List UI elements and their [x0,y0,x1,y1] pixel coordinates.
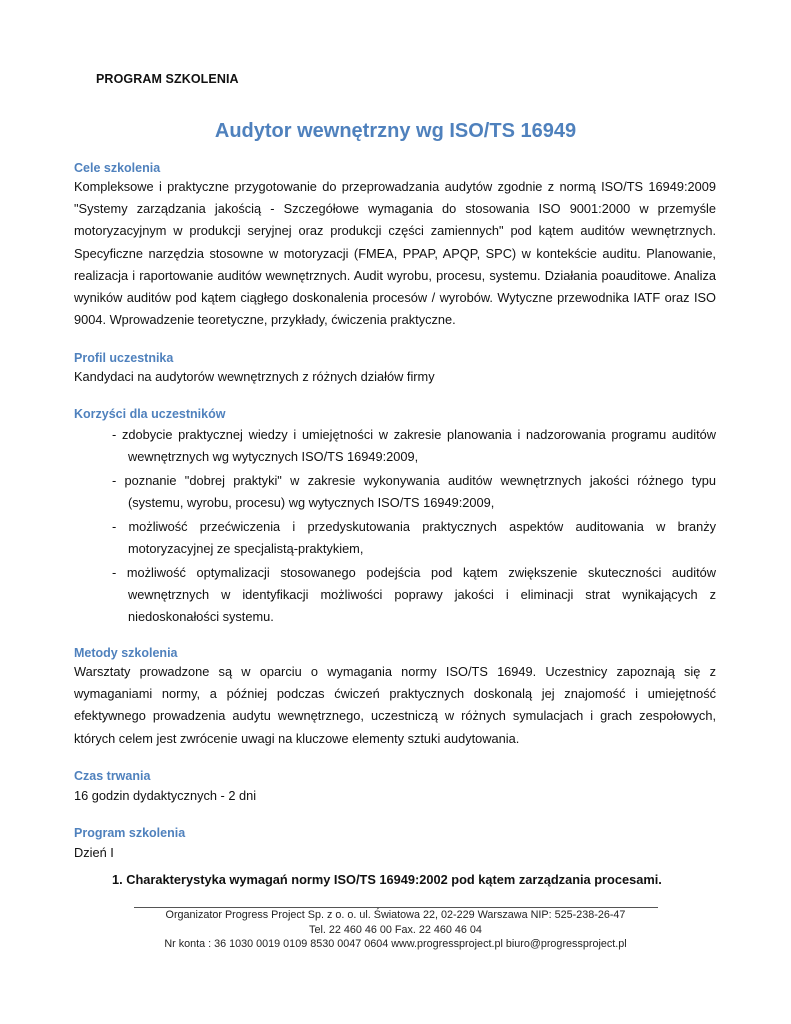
list-item: 1. Charakterystyka wymagań normy ISO/TS 16949:2002 pod kątem zarządzania procesami. [112,872,662,887]
benefits-list [112,424,716,630]
footer [0,908,791,952]
list-item: - poznanie "dobrej praktyki" w zakresie wykonywania auditów wewnętrznych jakości różnego typu (systemu, wyrobu, procesu) wg wytycznych ISO/TS 16949:2009, [112,473,716,510]
section-body-metody: Warsztaty prowadzone są w oparciu o wymagania normy ISO/TS 16949. Uczestnicy zapoznają się z wymaganiami normy, a później podczas ćwiczeń praktycznych doskonalą jej znajomość i umiejętność efektywnego prowadzenia audytu wewnętrznego, uczestniczą w różnych symulacjach i grach zespołowych, których celem jest zwrócenie uwagi na kluczowe elementy sztuki audytowania. [74,664,716,746]
section-body-czas: 16 godzin dydaktycznych - 2 dni [74,788,257,803]
list-item: - zdobycie praktycznej wiedzy i umiejętności w zakresie planowania i nadzorowania programu auditów wewnętrznych wg wytycznych ISO/TS 16949:2009, [112,427,716,464]
section-body-profil: Kandydaci na audytorów wewnętrznych z różnych działów firmy [74,369,435,384]
section-heading-profil: Profil uczestnika [74,351,174,365]
section-body-cele: Kompleksowe i praktyczne przygotowanie do przeprowadzania audytów zgodnie z normą ISO/TS 16949:2009 "Systemy zarządzania jakością - Szczegółowe wymagania do stosowania ISO 9001:2000 w przemyśle motoryzacyjnym w produkcji seryjnej oraz produkcji części zamiennych" pod kątem auditów wewnętrznych. Specyficzne narzędzia stosowne w motoryzacji (FMEA, PPAP, APQP, SPC) w kontekście auditu. Planowanie, realizacja i raportowanie auditów wewnętrznych. Audit wyrobu, procesu, systemu. Działania poauditowe. Analiza wyników auditów pod kątem ciągłego doskonalenia procesów / wyrobów. Wytyczne przewodnika IATF oraz ISO 9004. Wprowadzenie teoretyczne, przykłady, ćwiczenia praktyczne. [74,179,716,328]
section-heading-korzysci: Korzyści dla uczestników [74,407,226,421]
section-heading-czas: Czas trwania [74,769,151,783]
program-header: PROGRAM SZKOLENIA [96,72,239,86]
footer-organizer: Organizator Progress Project Sp. z o. o. ul. Światowa 22, 02-229 Warszawa NIP: 525-238-26-47 [165,909,626,921]
section-heading-cele: Cele szkolenia [74,161,161,175]
page-title: Audytor wewnętrzny wg ISO/TS 16949 [214,120,577,142]
section-heading-metody: Metody szkolenia [74,646,178,660]
section-heading-program: Program szkolenia [74,826,186,840]
program-day-label: Dzień I [74,845,114,860]
list-item: - możliwość przećwiczenia i przedyskutowania praktycznych aspektów auditowania w branży motoryzacyjnej ze specjalistą-praktykiem, [112,519,716,556]
footer-phone: Tel. 22 460 46 00 Fax. 22 460 46 04 [309,923,482,936]
program-list [112,872,662,887]
footer-account: Nr konta : 36 1030 0019 0109 8530 0047 0604 www.progressproject.pl biuro@progressproject.pl [164,938,627,951]
list-item: - możliwość optymalizacji stosowanego podejścia pod kątem zwiększenie skuteczności auditów wewnętrznych w identyfikacji możliwości poprawy jakości i eliminacji strat wynikających z niedoskonałości systemu. [112,565,716,624]
